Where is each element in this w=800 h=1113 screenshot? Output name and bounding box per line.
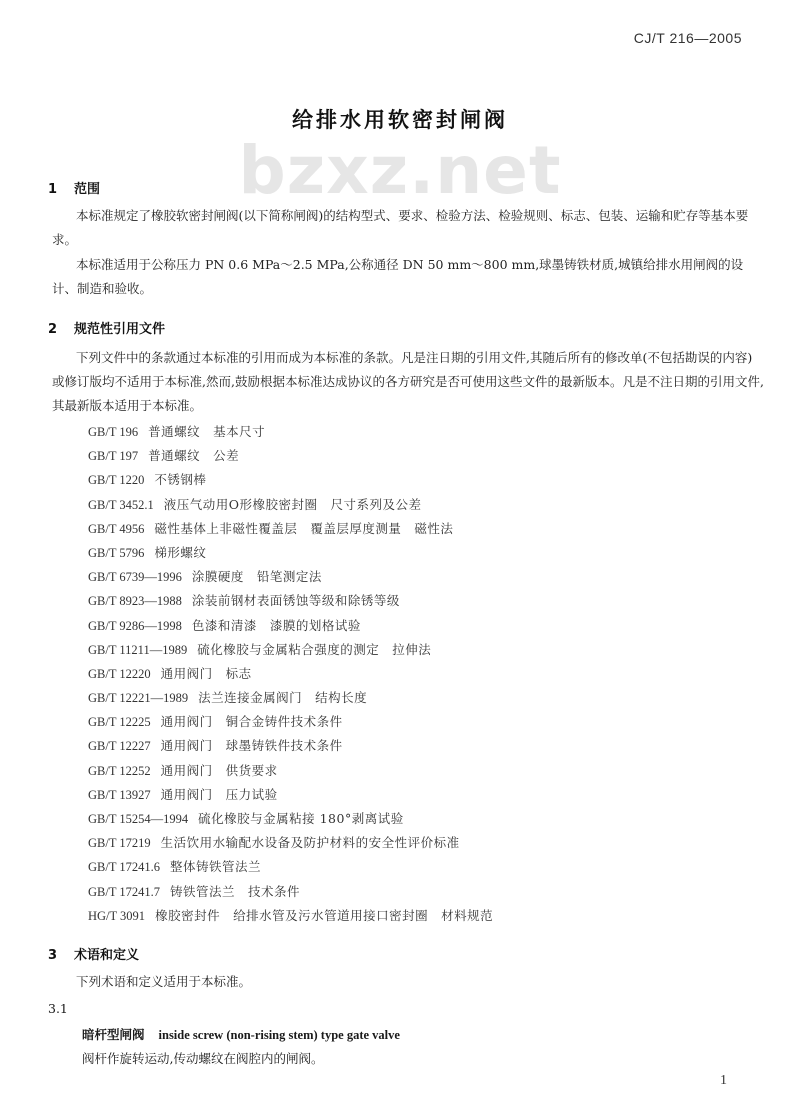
reference-code: GB/T 8923—1988 xyxy=(88,594,182,609)
reference-code: GB/T 15254—1994 xyxy=(88,812,189,826)
document-title: 给排水用软密封闸阀 xyxy=(292,108,508,132)
reference-title: 液压气动用O形橡胶密封圈 尺寸系列及公差 xyxy=(163,496,422,512)
reference-code: GB/T 12227 xyxy=(88,739,151,754)
term-definition: 阀杆作旋转运动,传动螺纹在阀腔内的闸阀。 xyxy=(82,1051,324,1066)
reference-title: 涂装前钢材表面锈蚀等级和除锈等级 xyxy=(191,593,400,609)
reference-title: 磁性基体上非磁性覆盖层 覆盖层厚度测量 磁性法 xyxy=(154,520,454,536)
reference-code: GB/T 13927 xyxy=(88,787,151,802)
reference-item xyxy=(88,882,493,906)
reference-code: GB/T 12220 xyxy=(88,666,151,681)
reference-item xyxy=(88,616,493,640)
reference-item xyxy=(88,446,493,470)
reference-title: 通用阀门 供货要求 xyxy=(160,762,278,778)
reference-item xyxy=(88,567,493,591)
page-number: 1 xyxy=(720,1073,727,1088)
reference-item xyxy=(88,422,493,446)
reference-title: 铸铁管法兰 技术条件 xyxy=(170,883,301,899)
reference-title: 涂膜硬度 铅笔测定法 xyxy=(191,569,322,585)
watermark: bzxz.net xyxy=(238,132,562,209)
section-title: 规范性引用文件 xyxy=(74,322,166,337)
section-title: 术语和定义 xyxy=(74,948,140,963)
reference-title: 整体铸铁管法兰 xyxy=(170,859,262,875)
term-number: 3.1 xyxy=(48,1001,68,1016)
reference-code: GB/T 9286—1998 xyxy=(88,618,182,633)
section-heading-terms xyxy=(48,944,139,963)
reference-code: GB/T 6739—1996 xyxy=(88,570,182,585)
reference-code: GB/T 197 xyxy=(88,449,139,464)
reference-item xyxy=(88,543,493,567)
section-heading-normative-references xyxy=(48,318,165,337)
reference-item xyxy=(88,470,493,494)
reference-title: 梯形螺纹 xyxy=(154,544,207,560)
section-number: 1 xyxy=(48,182,58,197)
reference-title: 普通螺纹 公差 xyxy=(148,448,240,464)
terms-intro: 下列术语和定义适用于本标准。 xyxy=(76,974,252,989)
reference-item xyxy=(88,640,493,664)
reference-code: GB/T 12221—1989 xyxy=(88,691,189,706)
reference-item xyxy=(88,809,493,833)
reference-title: 色漆和清漆 漆膜的划格试验 xyxy=(191,617,361,633)
scope-paragraph-1: 本标准规定了橡胶软密封闸阀(以下简称闸阀)的结构型式、要求、检验方法、检验规则、标志、包装、运输和贮存等基本要求。 xyxy=(52,208,749,247)
reference-code: GB/T 3452.1 xyxy=(88,497,154,512)
standard-code: CJ/T 216—2005 xyxy=(633,30,742,46)
section-heading-scope xyxy=(48,178,100,197)
reference-item xyxy=(88,712,493,736)
reference-title: 硫化橡胶与金属粘接 180°剥离试验 xyxy=(198,811,404,826)
section-title: 范围 xyxy=(74,182,101,197)
reference-code: GB/T 12225 xyxy=(88,715,151,730)
term-english: inside screw (non-rising stem) type gate valve xyxy=(158,1028,400,1042)
scope-paragraph-2: 本标准适用于公称压力 PN 0.6 MPa～2.5 MPa,公称通径 DN 50 mm～800 mm,球墨铸铁材质,城镇给排水用闸阀的设计、制造和验收。 xyxy=(52,257,744,296)
reference-item xyxy=(88,736,493,760)
reference-item xyxy=(88,833,493,857)
reference-code: GB/T 17219 xyxy=(88,836,151,851)
reference-code: GB/T 1220 xyxy=(88,473,145,488)
term-heading xyxy=(82,1025,400,1043)
reference-title: 法兰连接金属阀门 结构长度 xyxy=(198,690,368,706)
reference-code: GB/T 11211—1989 xyxy=(88,642,188,657)
reference-title: 普通螺纹 基本尺寸 xyxy=(148,424,266,439)
reference-title: 硫化橡胶与金属粘合强度的测定 拉伸法 xyxy=(197,641,432,657)
reference-code: HG/T 3091 xyxy=(88,908,146,923)
references-intro: 下列文件中的条款通过本标准的引用而成为本标准的条款。凡是注日期的引用文件,其随后所有的修改单(不包括勘误的内容)或修订版均不适用于本标准,然而,鼓励根据本标准达成协议的各方研究是否可使用这些文件的最新版本。凡是不注日期的引用文件,其最新版本适用于本标准。 xyxy=(52,350,764,413)
reference-code: GB/T 4956 xyxy=(88,521,145,536)
reference-item xyxy=(88,495,493,519)
reference-code: GB/T 196 xyxy=(88,425,139,439)
reference-title: 通用阀门 球墨铸铁件技术条件 xyxy=(160,738,343,754)
reference-list xyxy=(88,422,493,930)
reference-item xyxy=(88,906,493,930)
reference-title: 不锈钢棒 xyxy=(154,472,207,488)
reference-item xyxy=(88,519,493,543)
reference-item xyxy=(88,857,493,881)
reference-code: GB/T 17241.6 xyxy=(88,860,160,875)
reference-title: 通用阀门 铜合金铸件技术条件 xyxy=(160,714,343,730)
reference-code: GB/T 5796 xyxy=(88,545,145,560)
reference-item xyxy=(88,591,493,615)
reference-item xyxy=(88,688,493,712)
reference-item xyxy=(88,761,493,785)
reference-item xyxy=(88,785,493,809)
reference-item xyxy=(88,664,493,688)
reference-code: GB/T 12252 xyxy=(88,763,151,778)
reference-title: 通用阀门 压力试验 xyxy=(160,786,278,802)
section-number: 3 xyxy=(48,948,58,963)
reference-title: 生活饮用水输配水设备及防护材料的安全性评价标准 xyxy=(160,835,460,851)
term-chinese: 暗杆型闸阀 xyxy=(82,1027,145,1042)
reference-title: 橡胶密封件 给排水管及污水管道用接口密封圈 材料规范 xyxy=(155,907,494,923)
section-number: 2 xyxy=(48,322,58,337)
reference-code: GB/T 17241.7 xyxy=(88,884,160,899)
reference-title: 通用阀门 标志 xyxy=(160,665,252,681)
